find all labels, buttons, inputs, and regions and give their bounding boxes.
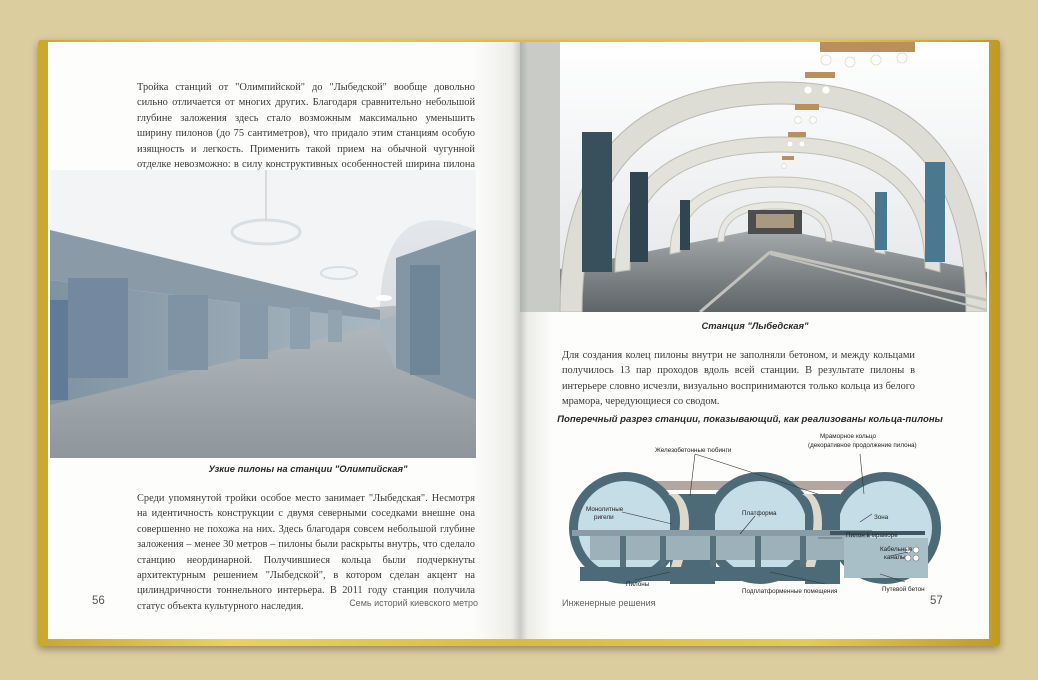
diagram-title: Поперечный разрез станции, показывающий, как реализованы кольца-пилоны — [557, 414, 943, 425]
label-track-concrete: Путевой бетон — [882, 586, 925, 593]
right-page — [520, 42, 989, 639]
label-rebar-tubings: Железобетонные тюбинги — [655, 447, 732, 454]
left-page — [48, 42, 520, 639]
right-paragraph: Для создания колец пилоны внутри не заполняли бетоном, и между кольцами получилось 13 пар проходов вдоль всей станции. В результате пилоны в интерьере словно исчезли, визуально воспринимаются только кольца из белого мрамора, чередующиеся со сводом. — [562, 350, 915, 408]
left-running-head: Семь историй киевского метро — [349, 598, 478, 608]
book-gutter — [512, 42, 528, 639]
label-monolithic-crossbars-2: ригели — [594, 514, 614, 521]
left-photo-caption: Узкие пилоны на станции "Олимпийская" — [208, 463, 408, 474]
label-platform: Платформа — [742, 510, 777, 517]
left-page-number: 56 — [92, 595, 105, 607]
label-marble-ring: Мраморное кольцо — [820, 433, 876, 440]
lybedskaya-station-photo — [520, 42, 987, 312]
cross-section-diagram — [560, 434, 980, 594]
olimpiyskaya-station-photo — [50, 170, 476, 458]
label-cable-channels-1: Кабельные — [880, 546, 913, 553]
label-zone: Зона — [874, 514, 889, 521]
left-bottom-paragraph: Среди упомянутой тройки особое место занимает "Лыбедская". Несмотря на идентичность конструкции с двумя северными соседками внешне она совершенно не похожа на них. Здесь благодаря совсем небольшой глубине заложения – менее 30 метров – пилоны были раскрыты внутрь, что сделало станцию неординарной. Получившиеся кольца были подчеркнуты архитектурным решением "Лыбедской", в котором сделан акцент на цилиндричности тоннельного интерьера. В 2011 году станция получила статус объекта культурного наследия. — [137, 493, 475, 612]
right-page-number: 57 — [930, 595, 943, 607]
right-running-head: Инженерные решения — [562, 598, 656, 608]
left-top-paragraph: Тройка станций от "Олимпийской" до "Лыбедской" вообще довольно сильно отличается от многих других. Благодаря сравнительно небольшой глубине заложения здесь стало возможным максимально уменьшить ширину пилонов (до 75 сантиметров), что придало этим станциям особую изящность и легкость. Применить такой прием на обычной чугунной отделке невозможно: в силу конструктивных особенностей ширина пилона — [137, 82, 475, 171]
label-monolithic-crossbars-1: Монолитные — [586, 506, 624, 513]
label-pylon-marble: Пилон в мраморе — [846, 532, 898, 539]
label-underplatform-rooms: Подплатформенные помещения — [742, 588, 838, 595]
label-marble-ring-note: (декоративное продолжение пилона) — [808, 442, 917, 449]
label-cable-channels-2: каналы — [884, 554, 906, 561]
right-photo-caption: Станция "Лыбедская" — [701, 320, 809, 331]
label-pylons: Пилоны — [626, 581, 650, 588]
